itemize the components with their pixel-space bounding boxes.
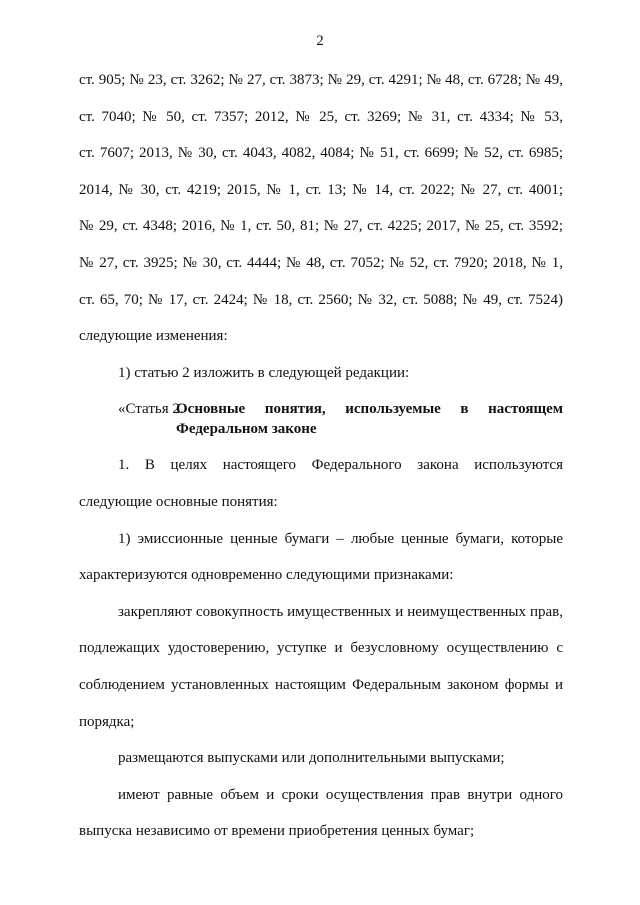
definition-1-line: 1) эмиссионные ценные бумаги – любые ценные бумаги, которые (118, 530, 563, 547)
feature-1-line: закрепляют совокупность имущественных и неимущественных прав, (118, 603, 563, 620)
amendment-item-1: 1) статью 2 изложить в следующей редакции: (118, 364, 410, 381)
citation-line: ст. 905; № 23, ст. 3262; № 27, ст. 3873; № 29, ст. 4291; № 48, ст. 6728; № 49, (79, 72, 563, 88)
citation-end: следующие изменения: (79, 328, 228, 345)
article-prefix: «Статья 2. (118, 401, 184, 418)
feature-2-line: размещаются выпусками или дополнительными выпусками; (118, 750, 505, 767)
document-body (79, 70, 563, 858)
feature-3-line: имеют равные объем и сроки осуществления прав внутри одного (118, 786, 563, 803)
citation-line: ст. 7607; 2013, № 30, ст. 4043, 4082, 4084; № 51, ст. 6699; № 52, ст. 6985; (79, 145, 563, 162)
definition-1-line: характеризуются одновременно следующими признаками: (79, 567, 454, 584)
citation-line: № 29, ст. 4348; 2016, № 1, ст. 50, 81; № 27, ст. 4225; 2017, № 25, ст. 3592; (79, 218, 563, 235)
feature-1-line: порядка; (79, 713, 135, 730)
article-heading (79, 399, 563, 455)
clause-1-line: следующие основные понятия: (79, 493, 278, 510)
citation-line: № 27, ст. 3925; № 30, ст. 4444; № 48, ст. 7052; № 52, ст. 7920; 2018, № 1, (79, 254, 563, 271)
article-title-line: Основные понятия, используемые в настоящем (176, 401, 563, 418)
page-number: 2 (316, 33, 324, 49)
citation-line: ст. 65, 70; № 17, ст. 2424; № 18, ст. 2560; № 32, ст. 5088; № 49, ст. 7524) (79, 291, 563, 308)
feature-1-line: подлежащих удостоверению, уступке и безусловному осуществлению с (79, 640, 563, 657)
feature-1-line: соблюдением установленных настоящим Федеральным законом формы и (79, 676, 563, 693)
citation-line: 2014, № 30, ст. 4219; 2015, № 1, ст. 13; № 14, ст. 2022; № 27, ст. 4001; (79, 181, 563, 198)
article-title-line: Федеральном законе (176, 421, 317, 438)
citation-line: ст. 7040; № 50, ст. 7357; 2012, № 25, ст. 3269; № 31, ст. 4334; № 53, (79, 108, 563, 125)
feature-3-line: выпуска независимо от времени приобретения ценных бумаг; (79, 823, 475, 840)
clause-1-line: 1. В целях настоящего Федерального закона используются (118, 457, 563, 474)
article-title (170, 399, 563, 455)
